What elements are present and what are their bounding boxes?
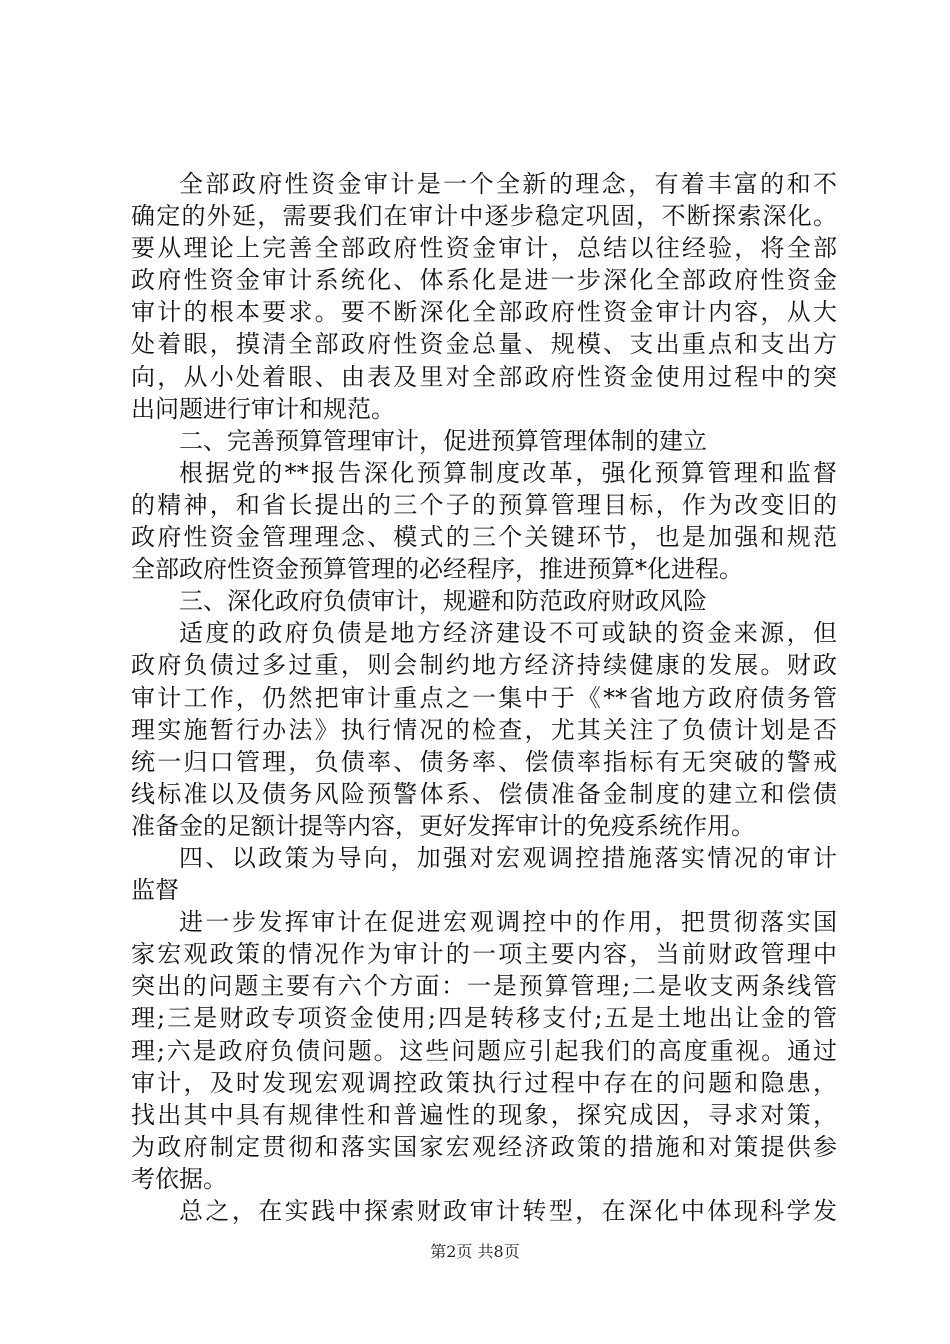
text-line: 适度的政府负债是地方经济建设不可或缺的资金来源，但 <box>179 619 837 648</box>
text-line: 统一归口管理，负债率、债务率、偿债率指标有无突破的警戒 <box>131 747 837 776</box>
text-line: 理;三是财政专项资金使用;四是转移支付;五是土地出让金的管 <box>131 1004 837 1033</box>
text-line: 处着眼，摸清全部政府性资金总量、规模、支出重点和支出方 <box>131 330 837 359</box>
text-line: 找出其中具有规律性和普遍性的现象，探究成因，寻求对策， <box>131 1100 837 1129</box>
text-line: 线标准以及债务风险预警体系、偿债准备金制度的建立和偿债 <box>131 779 837 808</box>
text-line: 出问题进行审计和规范。 <box>131 394 395 423</box>
text-line: 准备金的足额计提等内容，更好发挥审计的免疫系统作用。 <box>131 811 755 840</box>
text-line: 根据党的**报告深化预算制度改革，强化预算管理和监督 <box>179 458 837 487</box>
text-line: 突出的问题主要有六个方面：一是预算管理;二是收支两条线管 <box>131 972 837 1001</box>
text-line: 进一步发挥审计在促进宏观调控中的作用，把贯彻落实国 <box>179 908 837 937</box>
text-line: 家宏观政策的情况作为审计的一项主要内容，当前财政管理中 <box>131 940 837 969</box>
text-line: 理;六是政府负债问题。这些问题应引起我们的高度重视。通过 <box>131 1036 837 1065</box>
text-line: 确定的外延，需要我们在审计中逐步稳定巩固，不断探索深化。 <box>131 202 837 231</box>
text-line: 向，从小处着眼、由表及里对全部政府性资金使用过程中的突 <box>131 362 837 391</box>
text-line: 要从理论上完善全部政府性资金审计，总结以往经验，将全部 <box>131 234 837 263</box>
text-line: 审计工作，仍然把审计重点之一集中于《**省地方政府债务管 <box>131 683 837 712</box>
text-line: 政府性资金审计系统化、体系化是进一步深化全部政府性资金 <box>131 266 837 295</box>
section-heading: 二、完善预算管理审计，促进预算管理体制的建立 <box>179 426 707 455</box>
page-number-footer: 第2页 共8页 <box>430 1242 520 1261</box>
text-line: 全部政府性资金预算管理的必经程序，推进预算*化进程。 <box>131 555 743 584</box>
text-line: 审计的根本要求。要不断深化全部政府性资金审计内容，从大 <box>131 298 837 327</box>
text-line: 政府负债过多过重，则会制约地方经济持续健康的发展。财政 <box>131 651 837 680</box>
section-heading: 四、以政策为导向，加强对宏观调控措施落实情况的审计 <box>179 843 837 872</box>
text-line: 政府性资金管理理念、模式的三个关键环节，也是加强和规范 <box>131 523 837 552</box>
section-heading: 三、深化政府负债审计，规避和防范政府财政风险 <box>179 587 707 616</box>
text-line: 审计，及时发现宏观调控政策执行过程中存在的问题和隐患， <box>131 1068 837 1097</box>
text-line: 考依据。 <box>131 1164 227 1193</box>
text-line: 全部政府性资金审计是一个全新的理念，有着丰富的和不 <box>179 170 837 198</box>
text-line: 理实施暂行办法》执行情况的检查，尤其关注了负债计划是否 <box>131 715 837 744</box>
text-line: 的精神，和省长提出的三个子的预算管理目标，作为改变旧的 <box>131 490 837 519</box>
text-line: 为政府制定贯彻和落实国家宏观经济政策的措施和对策提供参 <box>131 1132 837 1161</box>
text-line: 总之，在实践中探索财政审计转型，在深化中体现科学发 <box>179 1197 837 1225</box>
section-heading: 监督 <box>131 876 179 905</box>
document-body <box>131 168 837 1227</box>
